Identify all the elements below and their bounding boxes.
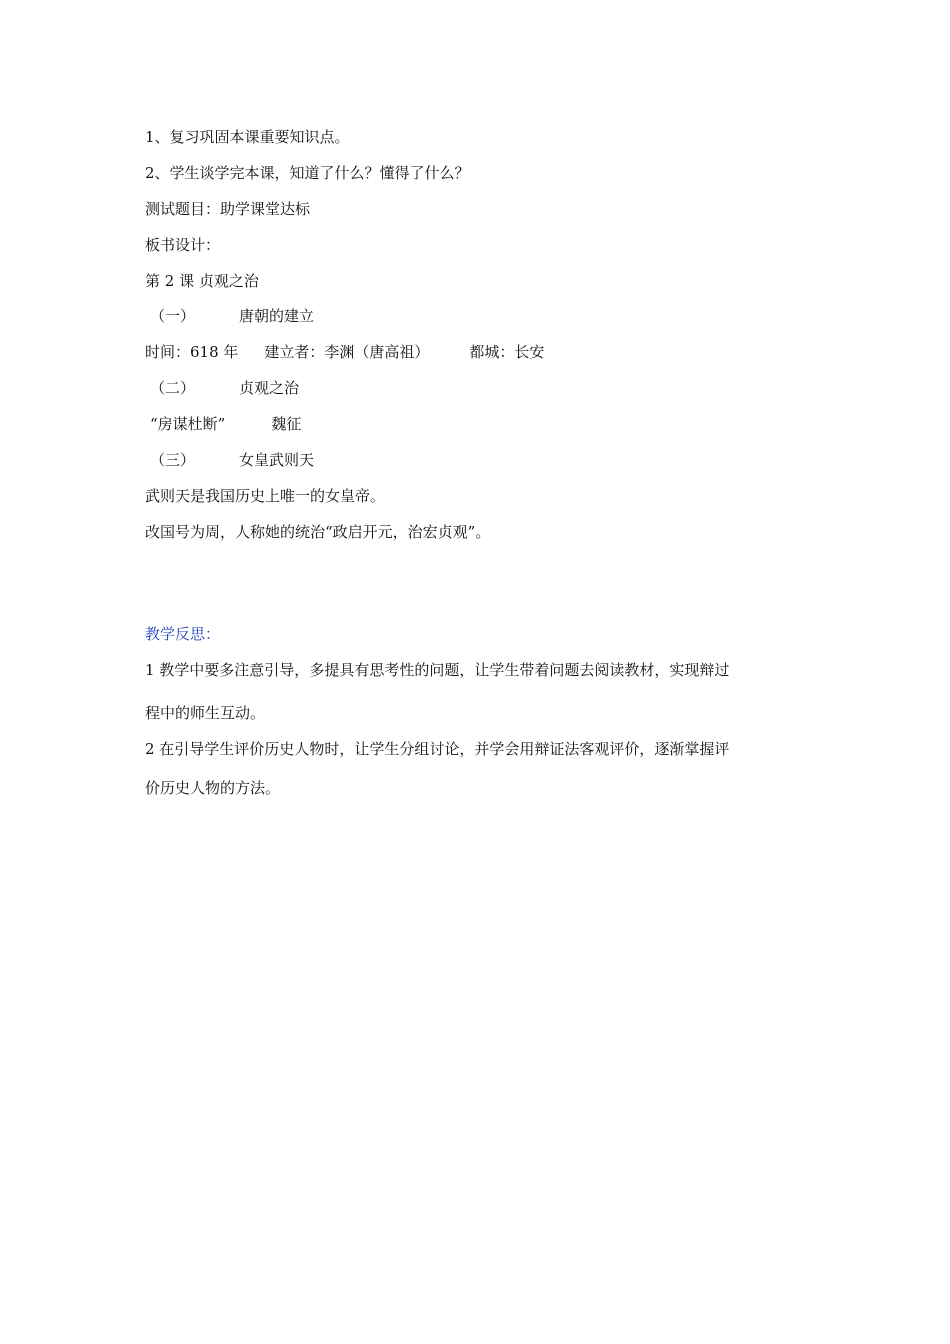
board-design-heading: 板书设计： [145,236,221,254]
section-3-heading [150,450,314,470]
founding-facts [145,342,544,362]
founding-time: 时间：618 年 [145,343,239,361]
section-1-title: 唐朝的建立 [239,307,315,325]
reflection-1-line-2: 程中的师生互动。 [145,704,266,722]
wei-zheng-item: 魏征 [271,415,302,433]
capital: 都城：长安 [469,343,545,361]
section-1-number: （一） [150,307,196,325]
section-2-title: 贞观之治 [239,379,300,397]
fang-du-item: “房谋杜断” [150,415,226,433]
review-item-2: 2、学生谈学完本课，知道了什么？懂得了什么？ [145,164,470,182]
lesson-title: 第 2 课 贞观之治 [145,272,259,290]
test-line: 测试题目：助学课堂达标 [145,200,311,218]
reflection-1-line-1: 1 教学中要多注意引导，多提具有思考性的问题，让学生带着问题去阅读教材，实现辩过 [145,661,730,679]
review-item-1: 1、复习巩固本课重要知识点。 [145,128,350,146]
section-2-number: （二） [150,379,196,397]
section-3-title: 女皇武则天 [239,451,315,469]
section-3-number: （三） [150,451,196,469]
wu-zetian-line-1: 武则天是我国历史上唯一的女皇帝。 [145,487,386,505]
reflection-2-line-2: 价历史人物的方法。 [145,779,281,797]
section-1-heading [150,306,314,326]
section-2-items [150,414,301,434]
section-2-heading [150,378,299,398]
wu-zetian-line-2: 改国号为周，人称她的统治“政启开元，治宏贞观”。 [145,523,491,541]
reflection-heading: 教学反思： [145,625,221,643]
founder: 建立者：李渊（唐高祖） [264,343,430,361]
reflection-2-line-1: 2 在引导学生评价历史人物时，让学生分组讨论，并学会用辩证法客观评价，逐渐掌握评 [145,740,730,758]
